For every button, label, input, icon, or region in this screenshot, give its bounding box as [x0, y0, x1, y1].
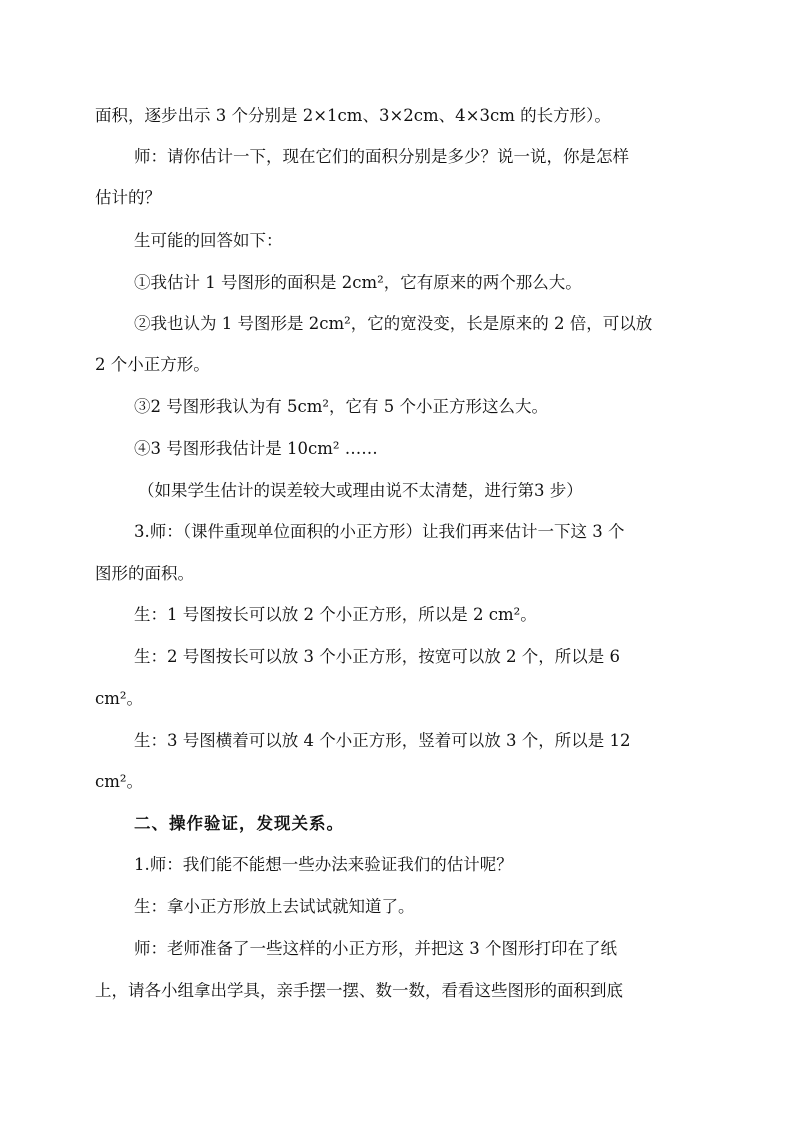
text-line: 3.师：（课件重现单位面积的小正方形）让我们再来估计一下这 3 个	[134, 522, 625, 541]
text-line: ④3 号图形我估计是 10cm² ……	[134, 439, 378, 458]
text-line: 图形的面积。	[95, 564, 194, 583]
text-line: cm²。	[95, 772, 144, 791]
text-line: 生：1 号图按长可以放 2 个小正方形，所以是 2 cm²。	[134, 605, 537, 624]
text-line: 面积，逐步出示 3 个分别是 2×1cm、3×2cm、4×3cm 的长方形）。	[95, 106, 611, 125]
section-heading: 二、操作验证，发现关系。	[134, 814, 344, 833]
text-line: 生：3 号图横着可以放 4 个小正方形，竖着可以放 3 个，所以是 12	[134, 731, 631, 750]
text-line: ①我估计 1 号图形的面积是 2cm²，它有原来的两个那么大。	[134, 273, 582, 292]
text-line: 生：拿小正方形放上去试试就知道了。	[134, 897, 415, 916]
text-line: 1.师：我们能不能想一些办法来验证我们的估计呢？	[134, 855, 513, 874]
text-line: 生可能的回答如下：	[134, 231, 283, 250]
text-line: cm²。	[95, 689, 144, 708]
text-line: ②我也认为 1 号图形是 2cm²，它的宽没变，长是原来的 2 倍，可以放	[134, 314, 653, 333]
text-line: 生：2 号图按长可以放 3 个小正方形，按宽可以放 2 个，所以是 6	[134, 647, 620, 666]
text-line: （如果学生估计的误差较大或理由说不太清楚，进行第3 步）	[138, 481, 583, 500]
text-line: 师：请你估计一下，现在它们的面积分别是多少？说一说，你是怎样	[134, 147, 629, 166]
text-line: 上，请各小组拿出学具，亲手摆一摆、数一数，看看这些图形的面积到底	[95, 981, 623, 1000]
text-line: 师：老师准备了一些这样的小正方形，并把这 3 个图形打印在了纸	[134, 939, 617, 958]
text-line: 估计的？	[95, 188, 161, 207]
text-line: ③2 号图形我认为有 5cm²，它有 5 个小正方形这么大。	[134, 397, 548, 416]
text-line: 2 个小正方形。	[95, 355, 210, 374]
